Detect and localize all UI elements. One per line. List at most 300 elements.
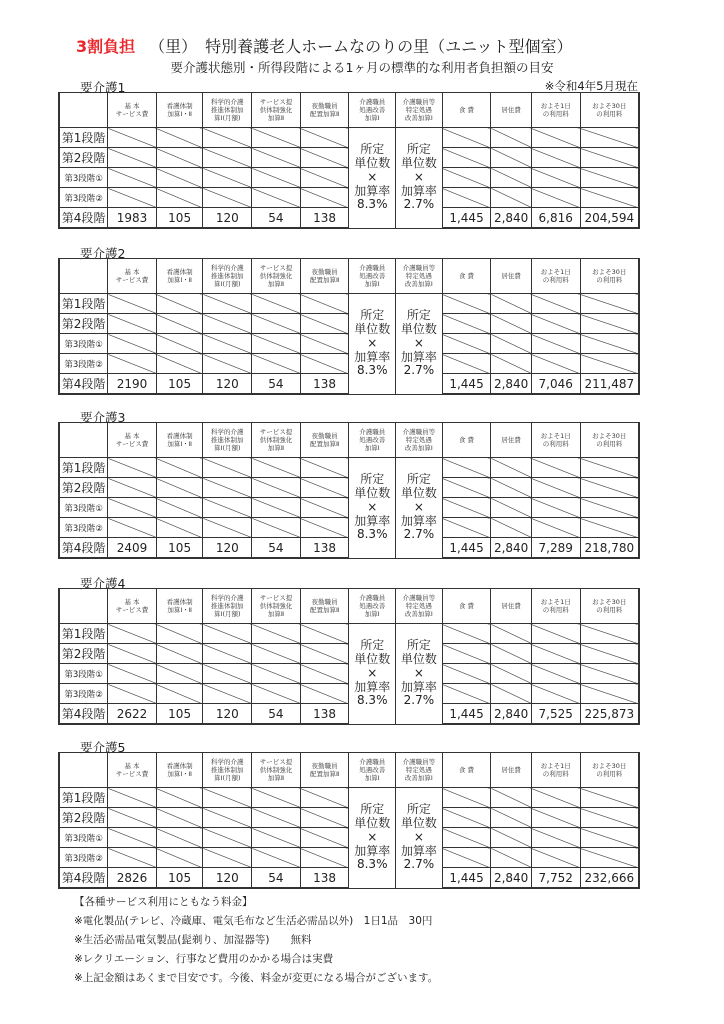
addition-rate-cell [349, 128, 396, 229]
empty-cell [580, 828, 639, 848]
column-header-label: 介護職員等 特定処遇 改善加算Ⅰ [402, 757, 436, 783]
stage-label: 第4段階 [59, 208, 108, 229]
value-cell: 54 [252, 868, 301, 889]
empty-cell [580, 684, 639, 704]
column-header [156, 589, 203, 624]
empty-cell [491, 788, 532, 808]
empty-cell [252, 848, 301, 868]
empty-cell [252, 808, 301, 828]
empty-cell [580, 624, 639, 644]
addition-rate-cell [396, 128, 443, 229]
addition-rate-text: 所定 単位数 × 加算率 2.7% [400, 802, 437, 872]
empty-cell [300, 788, 349, 808]
table-header-row [59, 589, 639, 624]
stage-label: 第2段階 [59, 148, 108, 168]
addition-rate-text: 所定 単位数 × 加算率 2.7% [400, 472, 437, 542]
column-header [580, 259, 639, 294]
empty-cell [300, 314, 349, 334]
column-header-label: およそ30日 の利用料 [592, 431, 627, 448]
stage-label: 第1段階 [59, 128, 108, 148]
note-line: ※生活必需品電気製品(髭剃り、加湿器等) 無料 [74, 934, 312, 946]
empty-cell [300, 148, 349, 168]
stage-label: 第4段階 [59, 538, 108, 559]
empty-cell [442, 294, 491, 314]
empty-cell [531, 334, 580, 354]
empty-cell [491, 828, 532, 848]
empty-cell [300, 518, 349, 538]
empty-cell [300, 498, 349, 518]
empty-cell [442, 148, 491, 168]
column-header [300, 93, 349, 128]
column-header-label: 居住費 [501, 765, 521, 774]
value-cell: 105 [156, 704, 203, 725]
empty-cell [531, 314, 580, 334]
column-header-label: 夜勤職員 配置加算Ⅱ [309, 597, 340, 614]
column-header [252, 259, 301, 294]
column-header [300, 259, 349, 294]
column-header-label: 科学的介護 推進体制加 算Ⅰ(月額) [211, 97, 244, 123]
column-header [252, 589, 301, 624]
stage-label: 第3段階① [59, 334, 108, 354]
column-header-label: 介護職員等 特定処遇 改善加算Ⅰ [402, 97, 436, 123]
value-cell: 1,445 [442, 868, 491, 889]
empty-cell [491, 498, 532, 518]
empty-cell [531, 828, 580, 848]
empty-cell [580, 644, 639, 664]
empty-cell [580, 168, 639, 188]
stage-label: 第3段階① [59, 828, 108, 848]
empty-cell [442, 128, 491, 148]
table-row [59, 458, 639, 478]
empty-cell [252, 458, 301, 478]
empty-cell [156, 314, 203, 334]
column-header-label: 居住費 [501, 601, 521, 610]
empty-cell [300, 644, 349, 664]
empty-cell [580, 664, 639, 684]
table-row [59, 294, 639, 314]
page-title [76, 34, 573, 57]
stage-label: 第2段階 [59, 644, 108, 664]
column-header [531, 589, 580, 624]
value-cell: 6,816 [531, 208, 580, 229]
notes-section [74, 893, 438, 988]
column-header-label: サービス提 供体制強化 加算Ⅱ [259, 263, 293, 289]
empty-cell [156, 644, 203, 664]
column-header-label: 夜勤職員 配置加算Ⅱ [309, 761, 340, 778]
empty-cell [531, 168, 580, 188]
value-cell: 2,840 [491, 868, 532, 889]
empty-cell [203, 188, 252, 208]
value-cell: 120 [203, 374, 252, 395]
empty-cell [252, 478, 301, 498]
empty-cell [491, 314, 532, 334]
column-header [203, 589, 252, 624]
table-row [59, 788, 639, 808]
empty-cell [300, 848, 349, 868]
empty-cell [108, 624, 157, 644]
empty-cell [300, 334, 349, 354]
column-header-label: およそ30日 の利用料 [592, 267, 627, 284]
empty-cell [156, 294, 203, 314]
value-cell: 211,487 [580, 374, 639, 395]
empty-cell [531, 624, 580, 644]
column-header [59, 589, 108, 624]
column-header [59, 423, 108, 458]
empty-cell [531, 128, 580, 148]
empty-cell [491, 808, 532, 828]
empty-cell [108, 294, 157, 314]
column-header [442, 423, 491, 458]
addition-rate-cell [349, 458, 396, 559]
column-header-label: およそ30日 の利用料 [592, 761, 627, 778]
stage-label: 第3段階② [59, 188, 108, 208]
value-cell: 105 [156, 538, 203, 559]
empty-cell [531, 684, 580, 704]
empty-cell [156, 478, 203, 498]
column-header [580, 589, 639, 624]
value-cell: 2622 [108, 704, 157, 725]
column-header [442, 753, 491, 788]
empty-cell [442, 498, 491, 518]
empty-cell [531, 188, 580, 208]
note-line: ※レクリエーション、行事など費用のかかる場合は実費 [74, 953, 334, 965]
empty-cell [442, 808, 491, 828]
empty-cell [300, 664, 349, 684]
column-header-label: 科学的介護 推進体制加 算Ⅰ(月額) [211, 427, 244, 453]
column-header-label: 食 費 [458, 271, 475, 280]
column-header-label: 科学的介護 推進体制加 算Ⅰ(月額) [211, 757, 244, 783]
empty-cell [491, 684, 532, 704]
empty-cell [491, 478, 532, 498]
empty-cell [442, 168, 491, 188]
empty-cell [531, 148, 580, 168]
column-header [442, 589, 491, 624]
column-header [396, 423, 443, 458]
column-header [252, 753, 301, 788]
value-cell: 120 [203, 538, 252, 559]
empty-cell [203, 354, 252, 374]
empty-cell [252, 664, 301, 684]
addition-rate-text: 所定 単位数 × 加算率 8.3% [354, 472, 391, 542]
burden-rate: 3割負担 [76, 37, 136, 56]
stage-label: 第3段階② [59, 684, 108, 704]
empty-cell [442, 828, 491, 848]
empty-cell [491, 128, 532, 148]
empty-cell [203, 458, 252, 478]
column-header [156, 423, 203, 458]
column-header-label: 基 本 サービス費 [115, 597, 149, 614]
empty-cell [156, 684, 203, 704]
stage-label: 第2段階 [59, 478, 108, 498]
facility-name: （里） 特別養護老人ホームなのりの里（ユニット型個室） [149, 37, 573, 56]
value-cell: 138 [300, 868, 349, 889]
column-header [252, 423, 301, 458]
empty-cell [252, 788, 301, 808]
column-header [442, 259, 491, 294]
empty-cell [156, 788, 203, 808]
stage-label: 第4段階 [59, 868, 108, 889]
value-cell: 7,046 [531, 374, 580, 395]
column-header-label: 看護体制 加算Ⅰ・Ⅱ [166, 101, 193, 118]
addition-rate-text: 所定 単位数 × 加算率 2.7% [400, 142, 437, 212]
as-of-date: ※令和4年5月現在 [544, 79, 638, 93]
column-header-label: 介護職員 処遇改善 加算Ⅰ [359, 97, 386, 123]
empty-cell [300, 294, 349, 314]
empty-cell [300, 458, 349, 478]
column-header-label: 介護職員等 特定処遇 改善加算Ⅰ [402, 263, 436, 289]
addition-rate-text: 所定 単位数 × 加算率 2.7% [400, 638, 437, 708]
column-header [108, 93, 157, 128]
empty-cell [580, 848, 639, 868]
empty-cell [108, 148, 157, 168]
empty-cell [531, 478, 580, 498]
column-header-label: およそ1日 の利用料 [540, 597, 571, 614]
column-header-label: 科学的介護 推進体制加 算Ⅰ(月額) [211, 593, 244, 619]
column-header [300, 589, 349, 624]
column-header [108, 753, 157, 788]
care-level-label: 要介護3 [80, 410, 126, 425]
empty-cell [252, 314, 301, 334]
value-cell: 2409 [108, 538, 157, 559]
empty-cell [156, 354, 203, 374]
value-cell: 138 [300, 704, 349, 725]
addition-rate-cell [396, 458, 443, 559]
value-cell: 232,666 [580, 868, 639, 889]
column-header [59, 259, 108, 294]
column-header [349, 93, 396, 128]
empty-cell [203, 168, 252, 188]
column-header [108, 259, 157, 294]
stage-label: 第1段階 [59, 458, 108, 478]
empty-cell [442, 314, 491, 334]
stage-label: 第3段階② [59, 354, 108, 374]
empty-cell [156, 334, 203, 354]
addition-rate-cell [396, 294, 443, 395]
empty-cell [203, 294, 252, 314]
empty-cell [156, 128, 203, 148]
empty-cell [108, 354, 157, 374]
empty-cell [300, 808, 349, 828]
column-header-label: 介護職員 処遇改善 加算Ⅰ [359, 757, 386, 783]
value-cell: 105 [156, 374, 203, 395]
empty-cell [108, 664, 157, 684]
empty-cell [108, 334, 157, 354]
column-header [580, 753, 639, 788]
empty-cell [156, 168, 203, 188]
empty-cell [156, 518, 203, 538]
empty-cell [491, 294, 532, 314]
empty-cell [203, 788, 252, 808]
column-header-label: 看護体制 加算Ⅰ・Ⅱ [166, 267, 193, 284]
empty-cell [531, 294, 580, 314]
column-header-label: 介護職員等 特定処遇 改善加算Ⅰ [402, 593, 436, 619]
column-header-label: 科学的介護 推進体制加 算Ⅰ(月額) [211, 263, 244, 289]
empty-cell [156, 664, 203, 684]
empty-cell [531, 788, 580, 808]
empty-cell [442, 664, 491, 684]
stage-label: 第1段階 [59, 788, 108, 808]
empty-cell [491, 334, 532, 354]
empty-cell [300, 188, 349, 208]
stage-label: 第2段階 [59, 314, 108, 334]
empty-cell [203, 684, 252, 704]
empty-cell [203, 498, 252, 518]
column-header-label: 夜勤職員 配置加算Ⅱ [309, 101, 340, 118]
empty-cell [580, 478, 639, 498]
column-header-label: 基 本 サービス費 [115, 431, 149, 448]
empty-cell [108, 498, 157, 518]
empty-cell [203, 518, 252, 538]
column-header [580, 423, 639, 458]
column-header [531, 423, 580, 458]
empty-cell [491, 168, 532, 188]
empty-cell [156, 498, 203, 518]
value-cell: 138 [300, 208, 349, 229]
column-header-label: 居住費 [501, 271, 521, 280]
column-header [203, 423, 252, 458]
empty-cell [252, 168, 301, 188]
note-line: 【各種サービス利用にともなう料金】 [74, 896, 253, 908]
column-header [531, 259, 580, 294]
empty-cell [442, 458, 491, 478]
empty-cell [580, 498, 639, 518]
column-header [491, 589, 532, 624]
empty-cell [252, 334, 301, 354]
column-header [531, 753, 580, 788]
empty-cell [491, 188, 532, 208]
empty-cell [203, 148, 252, 168]
care-level-label: 要介護5 [80, 740, 126, 755]
stage-label: 第1段階 [59, 624, 108, 644]
column-header [491, 93, 532, 128]
addition-rate-text: 所定 単位数 × 加算率 8.3% [354, 142, 391, 212]
empty-cell [203, 624, 252, 644]
stage-label: 第1段階 [59, 294, 108, 314]
column-header [203, 753, 252, 788]
empty-cell [531, 808, 580, 828]
value-cell: 2,840 [491, 538, 532, 559]
empty-cell [156, 828, 203, 848]
empty-cell [580, 188, 639, 208]
value-cell: 1983 [108, 208, 157, 229]
value-cell: 1,445 [442, 208, 491, 229]
stage-label: 第3段階① [59, 498, 108, 518]
column-header-label: およそ1日 の利用料 [540, 761, 571, 778]
care-level-table [58, 92, 640, 229]
stage-label: 第4段階 [59, 704, 108, 725]
empty-cell [203, 828, 252, 848]
empty-cell [580, 458, 639, 478]
empty-cell [531, 664, 580, 684]
column-header [491, 753, 532, 788]
stage-label: 第3段階① [59, 168, 108, 188]
empty-cell [108, 848, 157, 868]
column-header [396, 589, 443, 624]
value-cell: 54 [252, 704, 301, 725]
column-header [349, 589, 396, 624]
empty-cell [300, 478, 349, 498]
empty-cell [203, 478, 252, 498]
value-cell: 120 [203, 208, 252, 229]
column-header-label: 夜勤職員 配置加算Ⅱ [309, 267, 340, 284]
value-cell: 204,594 [580, 208, 639, 229]
table-header-row [59, 753, 639, 788]
value-cell: 1,445 [442, 374, 491, 395]
table-header-row [59, 423, 639, 458]
empty-cell [442, 624, 491, 644]
column-header-label: サービス提 供体制強化 加算Ⅱ [259, 593, 293, 619]
column-header-label: 居住費 [501, 105, 521, 114]
value-cell: 2190 [108, 374, 157, 395]
value-cell: 2,840 [491, 704, 532, 725]
value-cell: 120 [203, 868, 252, 889]
addition-rate-text: 所定 単位数 × 加算率 2.7% [400, 308, 437, 378]
column-header [59, 753, 108, 788]
empty-cell [108, 788, 157, 808]
empty-cell [442, 354, 491, 374]
empty-cell [300, 128, 349, 148]
addition-rate-text: 所定 単位数 × 加算率 8.3% [354, 638, 391, 708]
empty-cell [491, 848, 532, 868]
empty-cell [491, 518, 532, 538]
empty-cell [156, 458, 203, 478]
column-header [108, 423, 157, 458]
column-header-label: 食 費 [458, 105, 475, 114]
empty-cell [108, 458, 157, 478]
empty-cell [531, 644, 580, 664]
column-header [59, 93, 108, 128]
empty-cell [156, 188, 203, 208]
empty-cell [203, 334, 252, 354]
addition-rate-cell [349, 624, 396, 725]
column-header-label: サービス提 供体制強化 加算Ⅱ [259, 757, 293, 783]
column-header-label: およそ1日 の利用料 [540, 101, 571, 118]
column-header [531, 93, 580, 128]
empty-cell [108, 128, 157, 148]
empty-cell [252, 498, 301, 518]
value-cell: 2,840 [491, 208, 532, 229]
column-header [203, 93, 252, 128]
column-header [491, 259, 532, 294]
note-line: ※上記金額はあくまで目安です。今後、料金が変更になる場合がございます。 [74, 972, 439, 984]
empty-cell [156, 808, 203, 828]
page-subtitle: 要介護状態別・所得段階による1ヶ月の標準的な利用者負担額の目安 [170, 60, 554, 75]
column-header-label: 基 本 サービス費 [115, 761, 149, 778]
care-level-table [58, 422, 640, 559]
column-header [156, 259, 203, 294]
empty-cell [156, 148, 203, 168]
empty-cell [491, 458, 532, 478]
column-header-label: 夜勤職員 配置加算Ⅱ [309, 431, 340, 448]
addition-rate-cell [396, 788, 443, 889]
value-cell: 105 [156, 208, 203, 229]
empty-cell [300, 684, 349, 704]
value-cell: 1,445 [442, 538, 491, 559]
empty-cell [580, 128, 639, 148]
empty-cell [156, 848, 203, 868]
column-header [203, 259, 252, 294]
empty-cell [531, 354, 580, 374]
column-header-label: サービス提 供体制強化 加算Ⅱ [259, 427, 293, 453]
empty-cell [252, 624, 301, 644]
care-level-label: 要介護4 [80, 576, 126, 591]
empty-cell [108, 644, 157, 664]
addition-rate-cell [349, 294, 396, 395]
empty-cell [491, 644, 532, 664]
column-header-label: 看護体制 加算Ⅰ・Ⅱ [166, 431, 193, 448]
table-header-row [59, 259, 639, 294]
column-header [349, 753, 396, 788]
